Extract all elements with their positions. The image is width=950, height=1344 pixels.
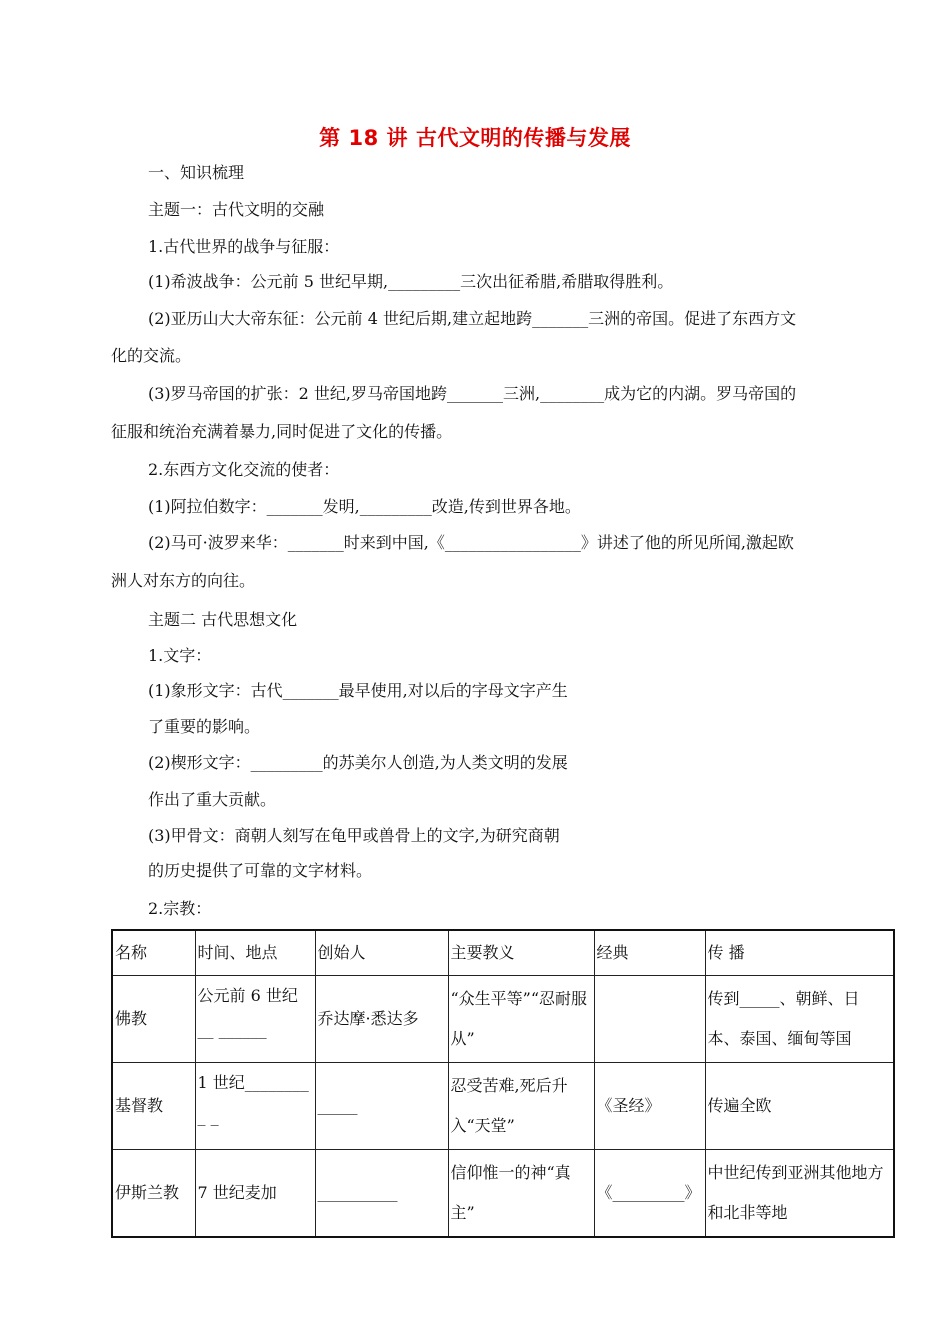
header-cell: 经典 [594, 930, 705, 976]
paragraph-continuation: 了重要的影响。 [148, 717, 261, 736]
fill-blank-item: (3)罗马帝国的扩张：2 世纪,罗马帝国地跨_______三洲,________成为它的内湖。罗马帝国的 [148, 384, 797, 403]
table-cell: 乔达摩·悉达多 [315, 976, 448, 1063]
fill-blank-item: (3)甲骨文：商朝人刻写在龟甲或兽骨上的文字,为研究商朝 [148, 826, 560, 845]
table-row [112, 976, 894, 1063]
paragraph-continuation: 的历史提供了可靠的文字材料。 [148, 861, 373, 880]
table-cell: 基督教 [112, 1063, 195, 1150]
table-cell: __________ [315, 1150, 448, 1238]
table-cell: 1 世纪_________ _ [195, 1063, 315, 1150]
table-cell [594, 976, 705, 1063]
table-cell: 《圣经》 [594, 1063, 705, 1150]
fill-blank-item: (2)亚历山大大帝东征：公元前 4 世纪后期,建立起地跨_______三洲的帝国。促进了东西方文 [148, 309, 797, 328]
topic-heading: 主题一：古代文明的交融 [148, 200, 325, 219]
table-cell: 信仰惟一的神“真主” [448, 1150, 594, 1238]
table-cell: 公元前 6 世纪__ ______ [195, 976, 315, 1063]
table-header-row [112, 930, 894, 976]
header-cell: 创始人 [315, 930, 448, 976]
header-cell: 主要教义 [448, 930, 594, 976]
table-cell: 中世纪传到亚洲其他地方和北非等地 [705, 1150, 894, 1238]
table-cell: 传遍全欧 [705, 1063, 894, 1150]
table-row [112, 1063, 894, 1150]
fill-blank-item: (1)象形文字：古代_______最早使用,对以后的字母文字产生 [148, 681, 568, 700]
table-cell: 佛教 [112, 976, 195, 1063]
section-heading: 一、知识梳理 [148, 163, 245, 182]
table-cell: 7 世纪麦加 [195, 1150, 315, 1238]
table-cell: _____ [315, 1063, 448, 1150]
fill-blank-item: (2)楔形文字：_________的苏美尔人创造,为人类文明的发展 [148, 753, 568, 772]
table-cell: 伊斯兰教 [112, 1150, 195, 1238]
header-cell: 传 播 [705, 930, 894, 976]
table-cell: 传到_____、朝鲜、日本、泰国、缅甸等国 [705, 976, 894, 1063]
subheading: 2.东西方文化交流的使者： [148, 460, 340, 479]
fill-blank-item: (1)阿拉伯数字：_______发明,_________改造,传到世界各地。 [148, 497, 581, 516]
paragraph-continuation: 征服和统治充满着暴力,同时促进了文化的传播。 [111, 422, 453, 441]
table-cell: “众生平等”“忍耐服从” [448, 976, 594, 1063]
fill-blank-item: (1)希波战争：公元前 5 世纪早期,_________三次出征希腊,希腊取得胜利。 [148, 272, 674, 291]
fill-blank-item: (2)马可·波罗来华：_______时来到中国,《_________________》讲述了他的所见所闻,激起欧 [148, 533, 794, 552]
paragraph-continuation: 洲人对东方的向往。 [111, 571, 256, 590]
paragraph-continuation: 化的交流。 [111, 346, 192, 365]
table-cell: 忍受苦难,死后升入“天堂” [448, 1063, 594, 1150]
header-cell: 名称 [112, 930, 195, 976]
page-title: 第 18 讲 古代文明的传播与发展 [319, 126, 631, 150]
subheading: 1.古代世界的战争与征服： [148, 237, 340, 256]
subheading: 1.文字： [148, 646, 212, 665]
table-cell: 《_________》 [594, 1150, 705, 1238]
subheading: 2.宗教： [148, 899, 212, 918]
table-row [112, 1150, 894, 1238]
topic-heading: 主题二 古代思想文化 [148, 610, 298, 629]
header-cell: 时间、地点 [195, 930, 315, 976]
religion-table [111, 929, 895, 1238]
paragraph-continuation: 作出了重大贡献。 [148, 790, 277, 809]
